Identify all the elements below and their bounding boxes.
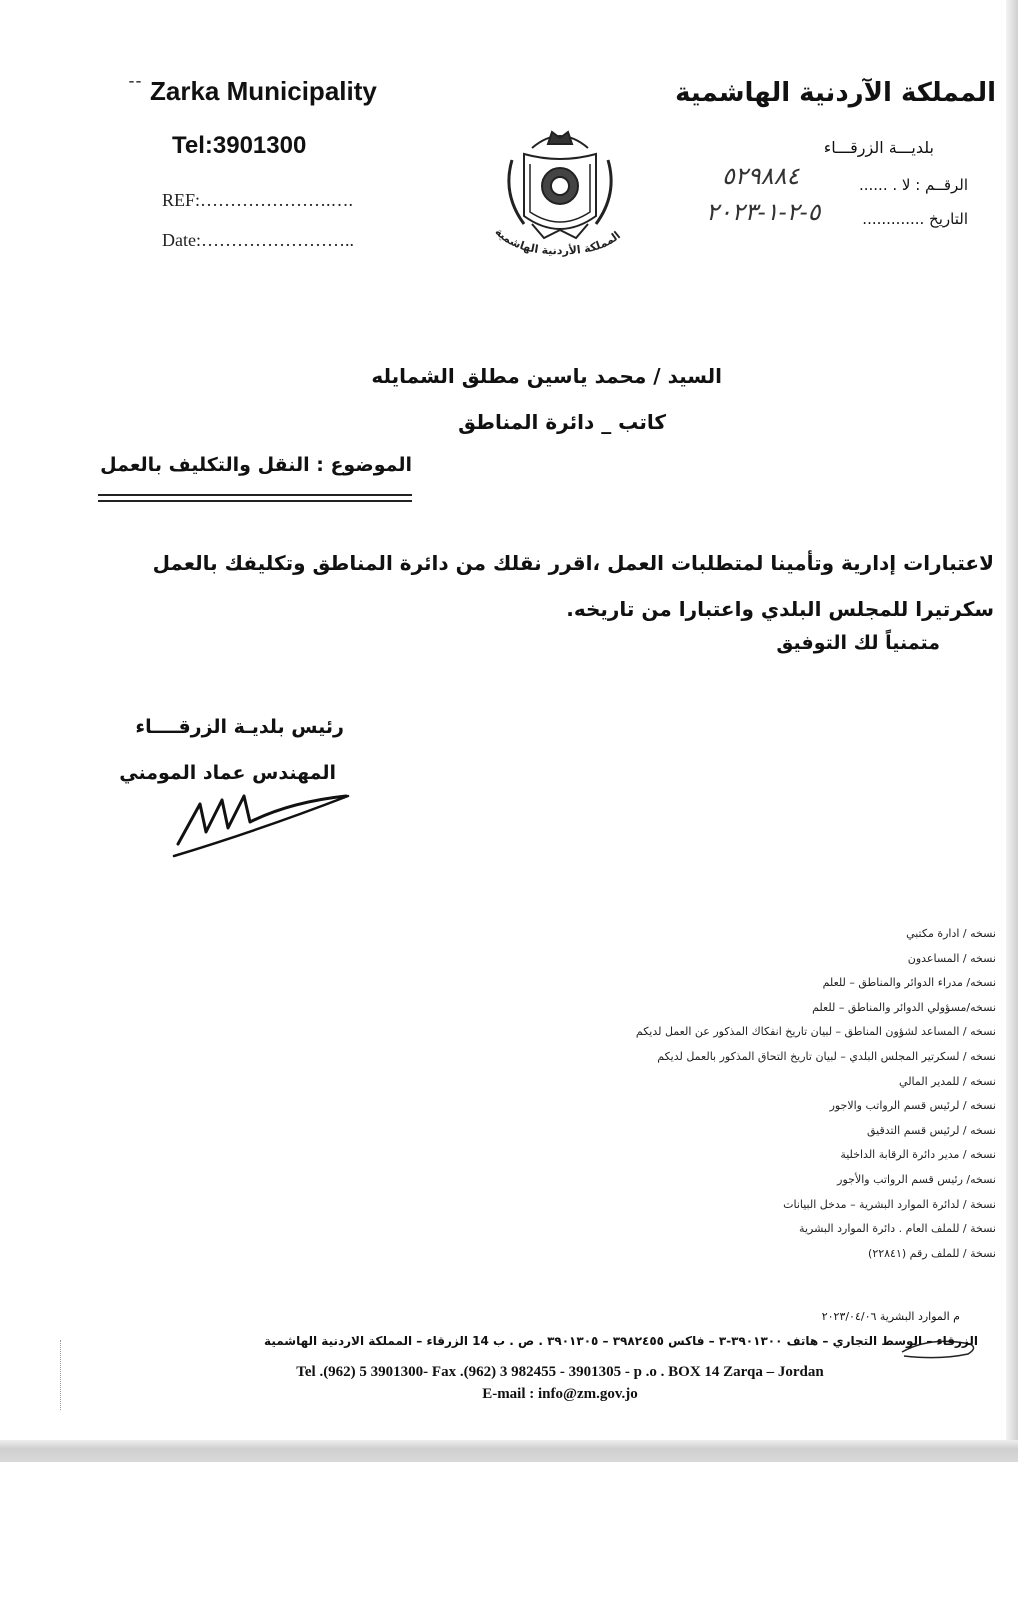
- subject-underline: [98, 494, 412, 496]
- page-edge-shadow: [1006, 0, 1018, 1440]
- footer-reference: م الموارد البشرية ٢٠٢٣/٠٤/٠٦: [821, 1310, 960, 1323]
- margin-mark: [60, 1340, 63, 1410]
- arabic-date-label: التاريخ .............: [862, 210, 968, 228]
- copy-item: نسخه/ مدراء الدوائر والمناطق – للعلم: [822, 976, 996, 990]
- subject-underline-second: [98, 500, 412, 502]
- title-overbar: ¯¯: [128, 80, 142, 96]
- subject-line: الموضوع : النقل والتكليف بالعمل: [100, 454, 412, 476]
- copy-item: نسخه/ رئيس قسم الرواتب والأجور: [837, 1172, 996, 1186]
- copy-item: نسخة / للملف رقم (٢٢٨٤١): [868, 1246, 996, 1260]
- addressee-name: السيد / محمد ياسين مطلق الشمايله: [371, 364, 722, 388]
- copy-item: نسخه/مسؤولي الدوائر والمناطق – للعلم: [812, 1000, 996, 1014]
- copy-item: نسخه / للمدير المالي: [899, 1074, 996, 1088]
- english-ref: REF:………………….….: [162, 190, 354, 210]
- handwritten-signature: [170, 782, 360, 862]
- arabic-municipality: بلديـــة الزرقـــاء: [823, 138, 934, 157]
- copy-item: نسخه / لسكرتير المجلس البلدي – لبيان تاريخ التحاق المذكور بالعمل لديكم: [657, 1049, 996, 1063]
- letter-body: لاعتبارات إدارية وتأمينا لمتطلبات العمل ،اقرر نقلك من دائرة المناطق وتكليفك بالعمل سكرتيرا للمجلس البلدي واعتبارا من تاريخه.: [152, 551, 994, 621]
- copy-item: نسخة / لدائرة الموارد البشرية – مدخل البيانات: [783, 1197, 996, 1211]
- footer-email: E-mail : info@zm.gov.jo: [482, 1386, 638, 1402]
- footer-arabic-address: الزرقاء – الوسط التجاري – هاتف ٣٩٠١٣٠٠-٣ – فاكس ٣٩٨٢٤٥٥ – ٣٩٠١٣٠٥ . ص . ب 14 الزرقاء – المملكة الاردنية الهاشمية: [264, 1334, 978, 1348]
- signatory-title: رئيس بلديـة الزرقــــاء: [135, 716, 344, 738]
- footer-contact: Tel .(962) 5 3901300- Fax .(962) 3 982455 - 3901305 - p .o . BOX 14 Zarqa – Jordan: [296, 1364, 824, 1380]
- copy-item: نسخه / مدير دائرة الرقابة الداخلية: [840, 1148, 996, 1162]
- copy-item: نسخه / المساعد لشؤون المناطق – لبيان تاريخ انفكاك المذكور عن العمل لديكم: [635, 1025, 996, 1039]
- handwritten-number: ٥٢٩٨٨٤: [722, 162, 800, 190]
- closing-line: متمنياً لك التوفيق: [776, 632, 940, 654]
- copy-item: نسخه / لرئيس قسم الرواتب والاجور: [829, 1099, 996, 1113]
- english-date: Date:……………………..: [162, 230, 354, 250]
- copies-list: [476, 922, 996, 1266]
- copy-item: نسخه / لرئيس قسم التدقيق: [866, 1123, 996, 1137]
- addressee-title: كاتب _ دائرة المناطق: [458, 410, 666, 434]
- english-title: Zarka Municipality: [150, 76, 377, 106]
- coat-of-arms-emblem: [472, 124, 648, 260]
- copy-item: نسخه / المساعدون: [907, 951, 996, 965]
- arabic-kingdom: المملكة الآردنية الهاشمية: [675, 78, 996, 108]
- arabic-number-label: الرقــم : لا . ......: [858, 176, 968, 194]
- emblem-caption: المملكة الأردنية الهاشمية: [492, 225, 623, 258]
- signatory-name: المهندس عماد المومني: [119, 762, 336, 784]
- copy-item: نسخة / للملف العام . دائرة الموارد البشرية: [799, 1222, 996, 1236]
- page-bottom-shadow: [0, 1440, 1018, 1462]
- copy-item: نسخه / ادارة مكتبي: [906, 927, 996, 940]
- handwritten-date: ٥-٢-١-٢٠٢٣: [706, 198, 821, 226]
- english-tel: Tel:3901300: [172, 132, 307, 159]
